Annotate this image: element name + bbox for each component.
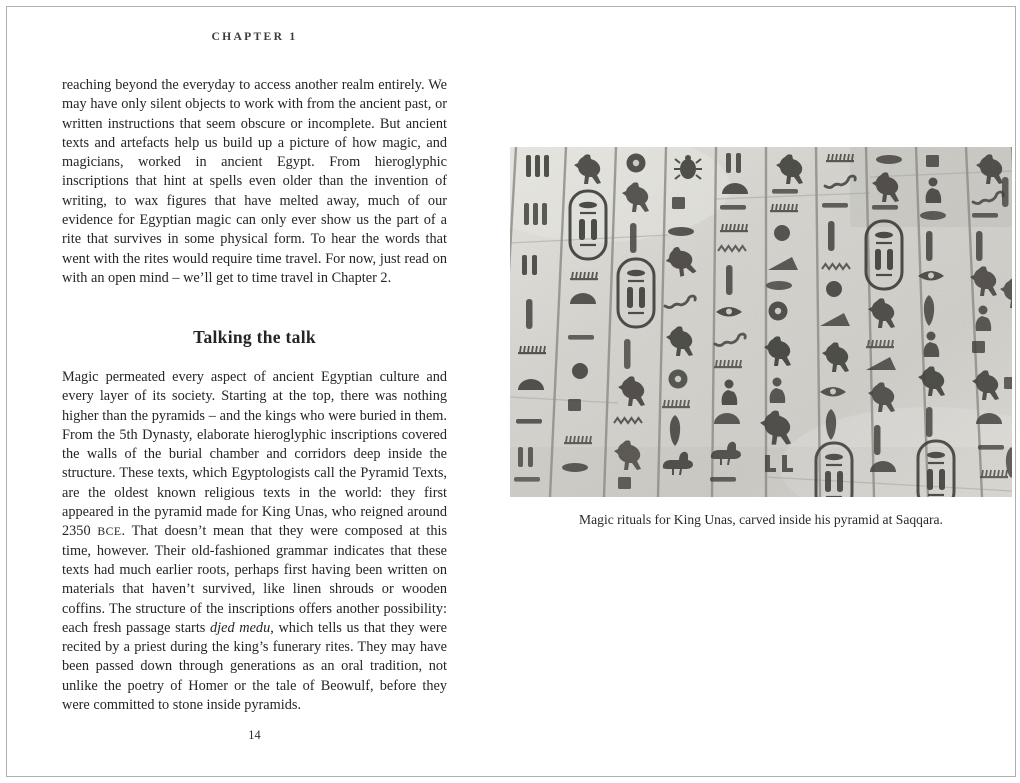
paragraph-2: Magic permeated every aspect of ancient Egyptian culture and every layer of its society. Starting at the top, there was nothing higher than the pyramids – and the kings who were buried in them. From the 5th Dynasty, elaborate hieroglyphic inscriptions covered the walls of the burial chamber and corridors deep inside the structure. These texts, which Egyptologists call the Pyramid Texts, are the oldest known religious texts in the world: they first appeared in the pyramid made for King Unas, who reigned around 2350 BCE. That doesn’t mean that they were composed at this time, however. Their old-fashioned grammar indicates that these texts had much earlier roots, perhaps first having been written on materials that haven’t survived, like linen shrouds or wooden coffins. The structure of the inscriptions offers another possibility: each fresh passage starts djed medu, which tells us that they were recited by a priest during the king’s funerary rites. They may have been passed down through generations as an oral tradition, not unlike the poetry of Homer or the tale of Beowulf, before they were committed to stone inside pyramids. xyxy=(62,369,448,714)
hieroglyphs-photo xyxy=(510,147,1012,497)
chapter-running-head: CHAPTER 1 xyxy=(211,30,298,43)
paragraph-1: reaching beyond the everyday to access another realm entirely. We may have only silent objects to work with from the ancient past, or written instructions that seem obscure or incomplete. But ancient texts and artefacts help us build up a picture of how magic, and magicians, worked in ancient Egypt. From hieroglyphic inscriptions that hint at spells even older than the invention of writing, to wax figures that have melted away, much of our evidence for Egyptian magic can only ever show us the part of a rite that survives in some physical form. To hear the words that went with the rites would require time travel. For now, just read on with an open mind – we’ll get to time travel in Chapter 2. xyxy=(62,77,447,286)
section-heading: Talking the talk xyxy=(193,327,316,347)
page-number: 14 xyxy=(248,728,261,742)
figure-caption: Magic rituals for King Unas, carved inside his pyramid at Saqqara. xyxy=(579,512,943,527)
figure-hieroglyphs xyxy=(510,147,1012,528)
